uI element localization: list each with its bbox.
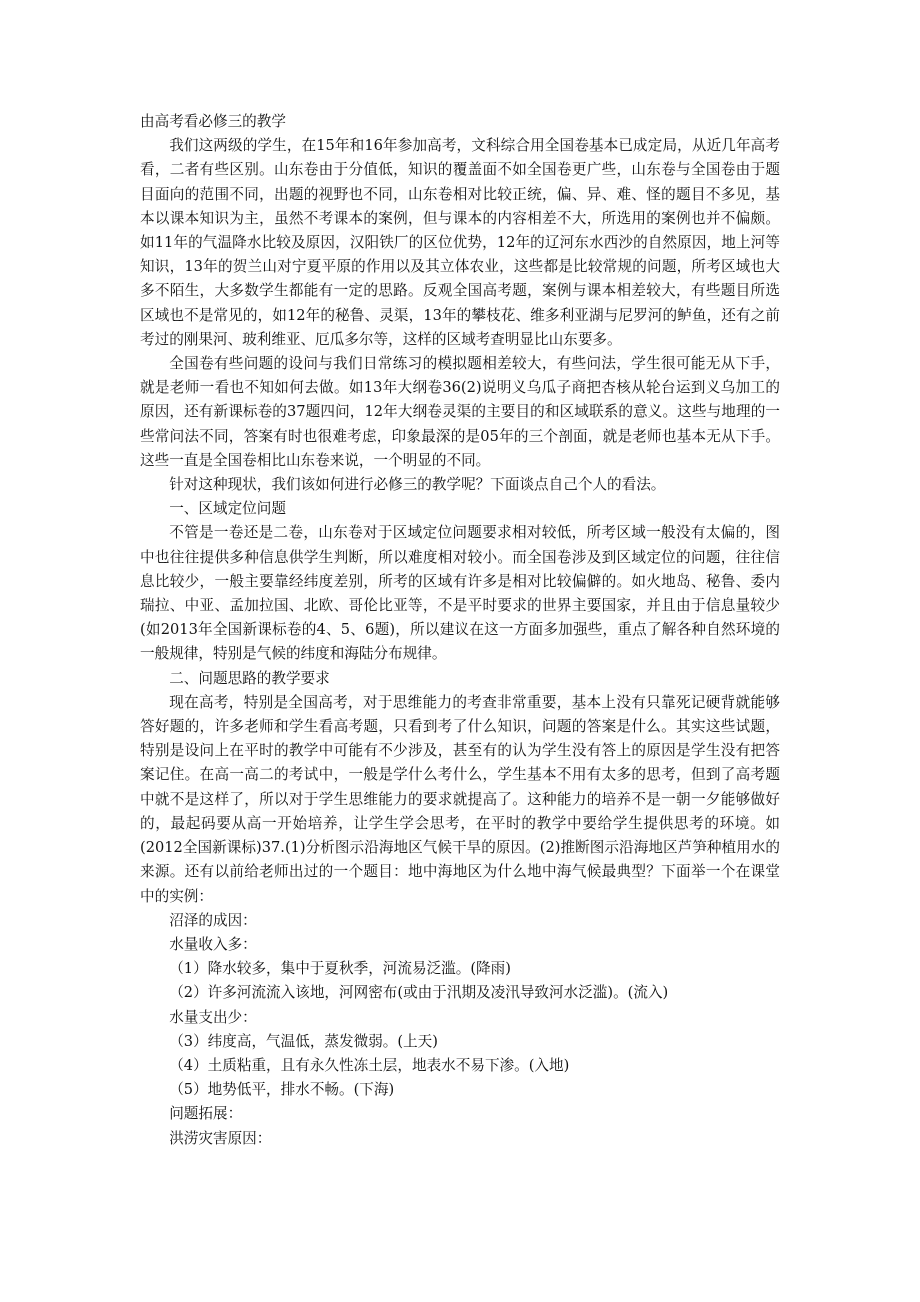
- list-subheading-water-income: 水量收入多：: [169, 935, 257, 953]
- list-item: （5）地势低平，排水不畅。(下海): [169, 1081, 395, 1099]
- list-heading-flood-causes: 洪涝灾害原因：: [169, 1129, 272, 1147]
- paragraph-thinking-requirements: 现在高考，特别是全国高考，对于思维能力的考查非常重要，基本上没有只靠死记硬背就能够答好题的，许多老师和学生看高考题，只看到考了什么知识，问题的答案是什么。其实这些试题，特别是设问上在平时的教学中可能有不少涉及，甚至有的认为学生没有答上的原因是学生没有把答案记住。在高一高二的考试中，一般是学什么考什么，学生基本不用有太多的思考，但到了高考题中就不是这样了，所以对于学生思维能力的要求就提高了。这种能力的培养不是一朝一夕能够做好的，最起码要从高一开始培养，让学生学会思考，在平时的教学中要给学生提供思考的环境。如(2012全国新课标)37.(1)分析图示沿海地区气候干旱的原因。(2)推断图示沿海地区芦笋种植用水的来源。还有以前给老师出过的一个题目：地中海地区为什么地中海气候最典型？下面举一个在课堂中的实例：: [140, 693, 780, 905]
- section-heading-thinking-requirements: 二、问题思路的教学要求: [169, 669, 330, 687]
- list-item: （3）纬度高，气温低，蒸发微弱。(上天): [169, 1032, 438, 1050]
- list-heading-swamp-causes: 沼泽的成因：: [169, 911, 257, 929]
- paragraph-approach: 针对这种现状，我们该如何进行必修三的教学呢？下面谈点自己个人的看法。: [169, 476, 666, 494]
- paragraph-intro: 我们这两级的学生，在15年和16年参加高考，文科综合用全国卷基本已成定局，从近几年高考看，二者有些区别。山东卷由于分值低，知识的覆盖面不如全国卷更广些，山东卷与全国卷由于题目面向的范围不同，出题的视野也不同，山东卷相对比较正统，偏、异、难、怪的题目不多见，基本以课本知识为主，虽然不考课本的案例，但与课本的内容相差不大，所选用的案例也并不偏颇。如11年的气温降水比较及原因，汉阳铁厂的区位优势，12年的辽河东水西沙的自然原因，地上河等知识，13年的贺兰山对宁夏平原的作用以及其立体农业，这些都是比较常规的问题，所考区域也大多不陌生，大多数学生都能有一定的思路。反观全国高考题，案例与课本相差较大，有些题目所选区域也不是常见的，如12年的秘鲁、灵渠，13年的攀枝花、维多利亚湖与尼罗河的鲈鱼，还有之前考过的刚果河、玻利维亚、厄瓜多尔等，这样的区域考查明显比山东要多。: [140, 137, 780, 348]
- paragraph-regional-positioning: 不管是一卷还是二卷，山东卷对于区域定位问题要求相对较低，所考区域一般没有太偏的，图中也往往提供多种信息供学生判断，所以难度相对较小。而全国卷涉及到区域定位的问题，往往信息比较少，一般主要靠经纬度差别，所考的区域有许多是相对比较偏僻的。如火地岛、秘鲁、委内瑞拉、中亚、孟加拉国、北欧、哥伦比亚等，不是平时要求的世界主要国家，并且由于信息量较少(如2013年全国新课标卷的4、5、6题)，所以建议在这一方面多加强些，重点了解各种自然环境的一般规律，特别是气候的纬度和海陆分布规律。: [140, 524, 780, 663]
- document-body: [140, 110, 780, 1151]
- list-item: （1）降水较多，集中于夏秋季，河流易泛滥。(降雨): [169, 960, 511, 978]
- list-subheading-water-expenditure: 水量支出少：: [169, 1008, 257, 1026]
- section-heading-regional-positioning: 一、区域定位问题: [169, 500, 286, 518]
- paragraph-question-style: 全国卷有些问题的设问与我们日常练习的模拟题相差较大，有些问法，学生很可能无从下手，就是老师一看也不知如何去做。如13年大纲卷36(2)说明义乌瓜子商把杏核从轮台运到义乌加工的原因，还有新课标卷的37题四问，12年大纲卷灵渠的主要目的和区域联系的意义。这些与地理的一些常问法不同，答案有时也很难考虑，印象最深的是05年的三个剖面，就是老师也基本无从下手。这些一直是全国卷相比山东卷来说，一个明显的不同。: [140, 355, 780, 469]
- document-title: 由高考看必修三的教学: [140, 113, 286, 130]
- list-heading-problem-extension: 问题拓展：: [169, 1105, 243, 1123]
- list-item: （4）土质粘重，且有永久性冻土层，地表水不易下渗。(入地): [169, 1056, 570, 1074]
- list-item: （2）许多河流流入该地，河网密布(或由于汛期及凌汛导致河水泛滥)。(流入): [169, 984, 669, 1002]
